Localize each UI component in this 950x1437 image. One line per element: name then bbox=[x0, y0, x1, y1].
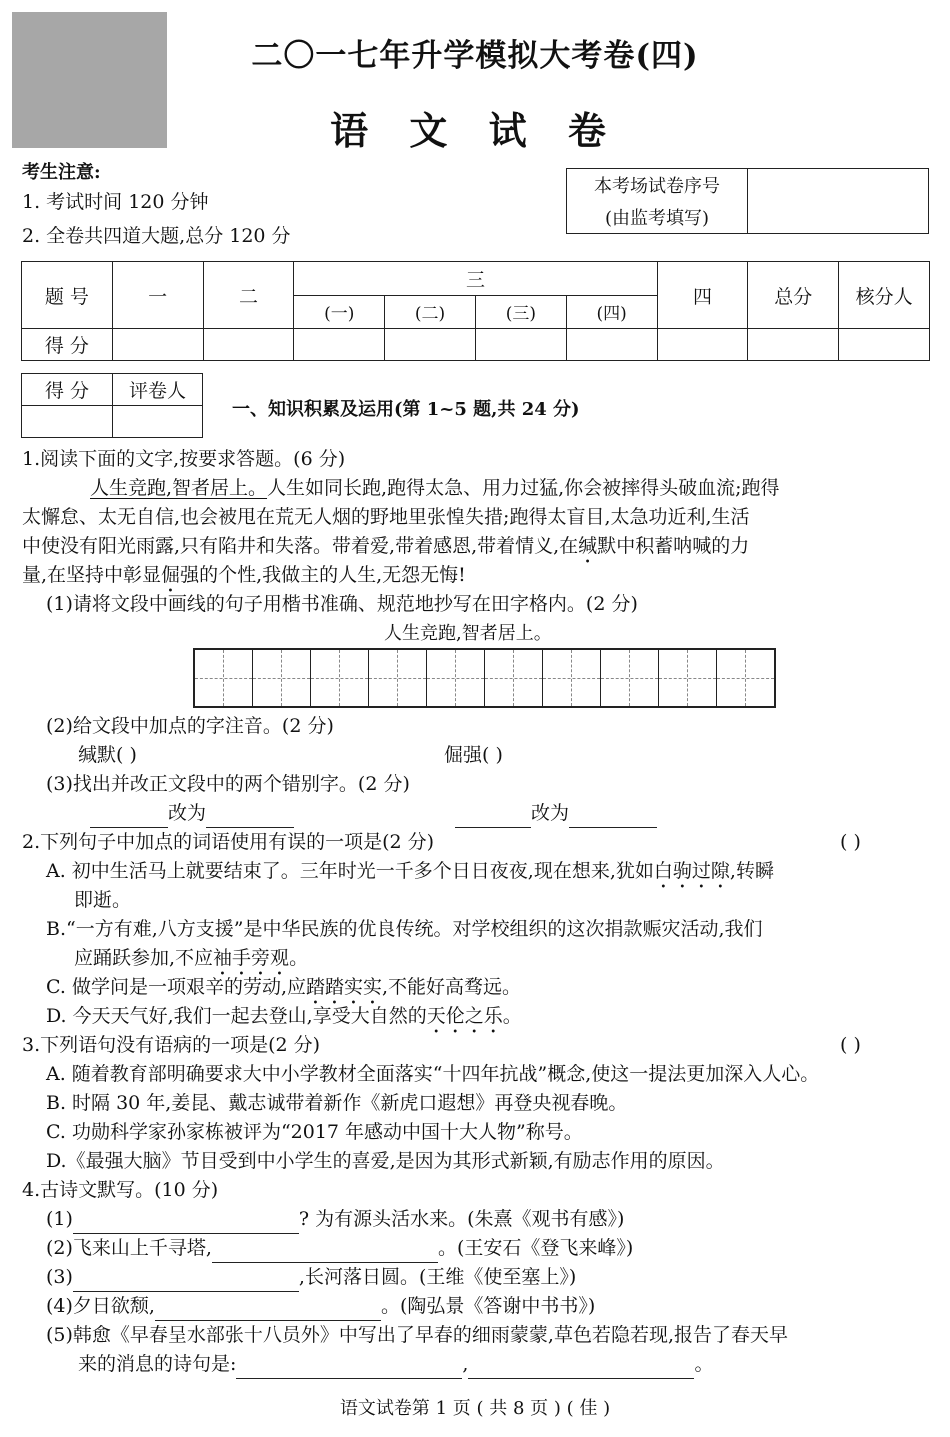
passage-text: 人生如同长跑,跑得太急、用力过猛,你会被摔得头破血流;跑得 bbox=[267, 477, 780, 499]
poem-text: 来的消息的诗句是: bbox=[78, 1353, 237, 1375]
notice-item: 1. 考试时间 120 分钟 bbox=[22, 191, 209, 213]
poem-item bbox=[78, 1350, 713, 1379]
poem-text: 。(王安石《登飞来峰》) bbox=[437, 1237, 634, 1259]
passage-text: 量,在坚持中彰显 bbox=[22, 564, 162, 586]
passage-line bbox=[90, 474, 780, 503]
poem-text: , bbox=[462, 1353, 469, 1375]
grid-cell[interactable] bbox=[369, 650, 427, 706]
option-d: D.《最强大脑》节目受到中小学生的喜爱,是因为其形式新颖,有励志作用的原因。 bbox=[46, 1150, 725, 1172]
seat-number-field[interactable] bbox=[748, 169, 929, 234]
score-cell[interactable] bbox=[475, 329, 566, 361]
dotted-word: 天伦之乐 bbox=[426, 1005, 503, 1027]
poem-item bbox=[46, 1205, 624, 1234]
option-a-cont: 即逝。 bbox=[74, 889, 132, 911]
option-text: D. 今天天气好,我们一起去登山,享受大自然的 bbox=[46, 1005, 427, 1027]
option-c: C. 功勋科学家孙家栋被评为“2017 年感动中国十大人物”称号。 bbox=[46, 1121, 583, 1143]
col-header: 核分人 bbox=[839, 262, 930, 329]
score-cell[interactable] bbox=[657, 329, 748, 361]
col-header: 一 bbox=[112, 262, 203, 329]
score-cell[interactable] bbox=[385, 329, 476, 361]
option-text: ,转瞬 bbox=[729, 860, 774, 882]
question-stem: 2.下列句子中加点的词语使用有误的一项是(2 分) bbox=[22, 831, 435, 853]
correction-row bbox=[455, 799, 657, 828]
score-cell[interactable] bbox=[748, 329, 839, 361]
poem-item: (5)韩愈《早春呈水部张十八员外》中写出了早春的细雨蒙蒙,草色若隐若现,报告了春天早 bbox=[46, 1324, 788, 1346]
answer-blank[interactable] bbox=[212, 1242, 438, 1263]
option-text: C. 做学问是一项艰辛的劳动,应 bbox=[46, 976, 306, 998]
grid-cell[interactable] bbox=[659, 650, 717, 706]
pinyin-item: 缄默( ) bbox=[78, 744, 137, 766]
row-label: 得 分 bbox=[22, 329, 113, 361]
option-text: 。 bbox=[289, 947, 309, 969]
grid-cell[interactable] bbox=[311, 650, 369, 706]
answer-blank[interactable] bbox=[206, 807, 294, 828]
poem-text: 。(陶弘景《答谢中书书》) bbox=[380, 1295, 596, 1317]
page-footer: 语文试卷第 1 页 ( 共 8 页 ) ( 佳 ) bbox=[339, 1398, 611, 1419]
sub-question: (1)请将文段中画线的句子用楷书准确、规范地抄写在田字格内。(2 分) bbox=[46, 593, 638, 615]
poem-text: (1) bbox=[46, 1208, 73, 1230]
grader-box bbox=[21, 373, 203, 438]
poem-text: (2)飞来山上千寻塔, bbox=[46, 1237, 212, 1259]
answer-blank[interactable] bbox=[455, 807, 531, 828]
pinyin-item: 倔强( ) bbox=[444, 744, 503, 766]
underlined-sentence: 人生竞跑,智者居上。 bbox=[90, 477, 268, 499]
grid-cell[interactable] bbox=[543, 650, 601, 706]
sub-col-header: (三) bbox=[475, 295, 566, 329]
dotted-word: 踏踏实实 bbox=[305, 976, 382, 998]
correction-label: 改为 bbox=[531, 802, 570, 824]
answer-paren[interactable]: ( ) bbox=[840, 831, 861, 853]
passage-text: 强的个性,我做主的人生,无怨无悔! bbox=[180, 564, 466, 586]
section-title: 一、知识积累及运用(第 1~5 题,共 24 分) bbox=[232, 399, 580, 420]
grader-score-label: 得 分 bbox=[22, 374, 113, 406]
seat-label: 本考场试卷序号 bbox=[567, 169, 748, 202]
score-cell[interactable] bbox=[839, 329, 930, 361]
poem-item bbox=[46, 1234, 633, 1263]
question-stem: 3.下列语句没有语病的一项是(2 分) bbox=[22, 1034, 321, 1056]
score-table bbox=[21, 261, 930, 361]
grader-name-field[interactable] bbox=[113, 406, 203, 438]
notice-item: 2. 全卷共四道大题,总分 120 分 bbox=[22, 225, 291, 247]
grid-cell[interactable] bbox=[253, 650, 311, 706]
passage-text: 默中积蓄呐喊的力 bbox=[597, 535, 750, 557]
option-b: B. 时隔 30 年,姜昆、戴志诚带着新作《新虎口遐想》再登央视春晚。 bbox=[46, 1092, 628, 1114]
poem-text: ,长河落日圆。(王维《使至塞上》) bbox=[298, 1266, 577, 1288]
col-header: 四 bbox=[657, 262, 748, 329]
row-label: 题 号 bbox=[22, 262, 113, 329]
grader-score-field[interactable] bbox=[22, 406, 113, 438]
score-cell[interactable] bbox=[112, 329, 203, 361]
grader-label: 评卷人 bbox=[113, 374, 203, 406]
option-b: B.“一方有难,八方支援”是中华民族的优良传统。对学校组织的这次捐款赈灾活动,我们 bbox=[46, 918, 763, 940]
sub-col-header: (二) bbox=[385, 295, 476, 329]
answer-paren[interactable]: ( ) bbox=[840, 1034, 861, 1056]
dotted-char: 缄 bbox=[578, 535, 598, 557]
score-cell[interactable] bbox=[566, 329, 657, 361]
correction-row bbox=[90, 799, 294, 828]
subject-title: 语 文 试 卷 bbox=[330, 108, 620, 153]
option-text: ,不能好高骛远。 bbox=[382, 976, 522, 998]
sub-question: (3)找出并改正文段中的两个错别字。(2 分) bbox=[46, 773, 410, 795]
poem-text: ? 为有源头活水来。(朱熹《观书有感》) bbox=[298, 1208, 625, 1230]
col-header: 二 bbox=[203, 262, 294, 329]
grid-cell[interactable] bbox=[195, 650, 253, 706]
notice-heading: 考生注意: bbox=[22, 162, 101, 183]
grid-cell[interactable] bbox=[717, 650, 774, 706]
answer-blank[interactable] bbox=[236, 1358, 462, 1379]
tianzige-grid[interactable] bbox=[193, 648, 776, 708]
exam-title: 二〇一七年升学模拟大考卷(四) bbox=[251, 38, 699, 74]
poem-text: (3) bbox=[46, 1266, 73, 1288]
seat-sublabel: (由监考填写) bbox=[567, 201, 748, 234]
answer-blank[interactable] bbox=[468, 1358, 694, 1379]
poem-item bbox=[46, 1292, 595, 1321]
question-stem: 4.古诗文默写。(10 分) bbox=[22, 1179, 219, 1201]
answer-blank[interactable] bbox=[73, 1271, 299, 1292]
answer-blank[interactable] bbox=[155, 1300, 381, 1321]
sub-col-header: (一) bbox=[294, 295, 385, 329]
passage-line: 太懈怠、太无自信,也会被甩在荒无人烟的野地里张惶失措;跑得太盲目,太急功近利,生活 bbox=[22, 506, 750, 528]
sub-col-header: (四) bbox=[566, 295, 657, 329]
answer-blank[interactable] bbox=[569, 807, 657, 828]
option-text: 应踊跃参加,不应 bbox=[74, 947, 214, 969]
score-cell[interactable] bbox=[294, 329, 385, 361]
passage-text: 中使没有阳光雨露,只有陷井和失落。带着爱,带着感恩,带着情义,在 bbox=[22, 535, 579, 557]
score-cell[interactable] bbox=[203, 329, 294, 361]
dotted-word: 袖手旁观 bbox=[213, 947, 290, 969]
dotted-char: 倔 bbox=[161, 564, 181, 586]
grid-cell[interactable] bbox=[427, 650, 485, 706]
seat-number-box bbox=[566, 168, 929, 234]
poem-text: (4)夕日欲颓, bbox=[46, 1295, 155, 1317]
sub-question: (2)给文段中加点的字注音。(2 分) bbox=[46, 715, 334, 737]
answer-blank[interactable] bbox=[90, 807, 168, 828]
option-text: 。 bbox=[502, 1005, 522, 1027]
col-header: 三 bbox=[294, 262, 657, 296]
grid-cell[interactable] bbox=[601, 650, 659, 706]
grid-cell[interactable] bbox=[485, 650, 543, 706]
dotted-word: 白驹过隙 bbox=[653, 860, 730, 882]
poem-text: 。 bbox=[694, 1353, 714, 1375]
option-a: A. 随着教育部明确要求大中小学教材全面落实“十四年抗战”概念,使这一提法更加深入人心。 bbox=[46, 1063, 820, 1085]
correction-label: 改为 bbox=[168, 802, 207, 824]
poem-item bbox=[46, 1263, 576, 1292]
col-header: 总分 bbox=[748, 262, 839, 329]
question-stem: 1.阅读下面的文字,按要求答题。(6 分) bbox=[22, 448, 346, 470]
option-a bbox=[46, 857, 774, 893]
option-text: A. 初中生活马上就要结束了。三年时光一千多个日日夜夜,现在想来,犹如 bbox=[46, 860, 654, 882]
copy-source: 人生竞跑,智者居上。 bbox=[384, 623, 552, 644]
answer-blank[interactable] bbox=[73, 1213, 299, 1234]
